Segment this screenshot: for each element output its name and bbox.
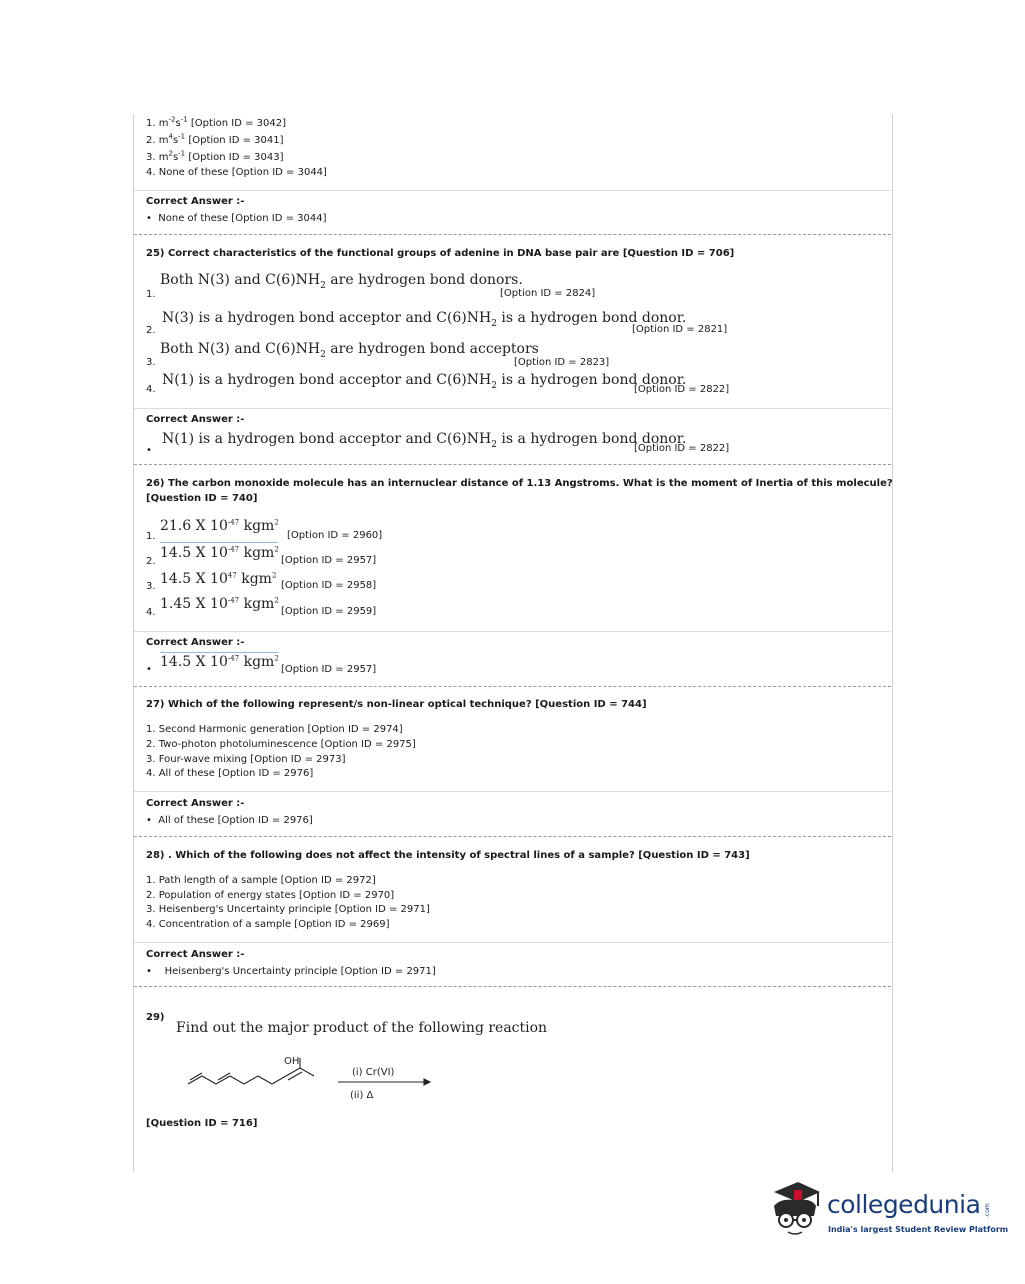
brand-name: collegedunia <box>827 1190 981 1219</box>
question-separator <box>134 234 891 235</box>
q24-option-4: 4. None of these [Option ID = 3044] <box>146 167 327 178</box>
q28-correct-label: Correct Answer :- <box>146 949 245 960</box>
q28-question: 28) . Which of the following does not affect the intensity of spectral lines of a sample? [Question ID = 743] <box>146 850 750 861</box>
q25-correct-answer: N(1) is a hydrogen bond acceptor and $C(6)NH_2$ is a hydrogen bond donor. <box>162 431 687 450</box>
skeletal-chain-middle <box>230 1076 286 1084</box>
q25-option-2-num: 2. <box>146 325 156 336</box>
q25-option-4-id: [Option ID = 2822] <box>634 384 730 395</box>
q26-option-2-text: 14.5 X $10^{-47}$ kgm$^2$ <box>160 545 279 561</box>
mascot-icon <box>766 1176 824 1246</box>
divider <box>134 408 891 409</box>
divider <box>134 942 891 943</box>
q25-option-4-text: N(1) is a hydrogen bond acceptor and $C(6)NH_2$ is a hydrogen bond donor. <box>162 372 687 391</box>
q25-option-3-id: [Option ID = 2823] <box>514 357 610 368</box>
q26-option-3-num: 3. <box>146 581 156 592</box>
q24-option-1: 1. $m^{-2}s^{-1}$ [Option ID = 3042] <box>146 115 287 129</box>
q25-question: 25) Correct characteristics of the functional groups of adenine in DNA base pair are [Question ID = 706] <box>146 248 735 259</box>
q29-question: Find out the major product of the following reaction <box>176 1020 548 1036</box>
brand-tagline: India's largest Student Review Platform <box>828 1225 1009 1234</box>
q26-option-1-text: 21.6 X $10^{-47}$ kgm$^2$ <box>160 518 279 534</box>
q28-correct-answer: • Heisenberg's Uncertainty principle [Option ID = 2971] <box>146 966 436 977</box>
q29-number: 29) <box>146 1012 165 1023</box>
divider <box>134 791 891 792</box>
underline <box>160 542 278 543</box>
q25-option-3-num: 3. <box>146 357 156 368</box>
q24-option-2: 2. $m^4s^{-1}$ [Option ID = 3041] <box>146 132 284 146</box>
bullet: • <box>146 664 152 675</box>
q25-option-1-id: [Option ID = 2824] <box>500 288 596 299</box>
q27-option-4: 4. All of these [Option ID = 2976] <box>146 768 314 779</box>
q26-question-id: [Question ID = 740] <box>146 493 258 504</box>
q27-correct-label: Correct Answer :- <box>146 798 245 809</box>
q25-option-2-id: [Option ID = 2821] <box>632 324 728 335</box>
q26-option-1-num: 1. <box>146 531 156 542</box>
q26-correct-id: [Option ID = 2957] <box>281 664 377 675</box>
question-separator <box>134 464 891 465</box>
q25-correct-label: Correct Answer :- <box>146 414 245 425</box>
q25-option-2-text: N(3) is a hydrogen bond acceptor and $C(6)NH_2$ is a hydrogen bond donor. <box>162 310 687 329</box>
q26-option-1-id: [Option ID = 2960] <box>287 530 383 541</box>
question-separator <box>134 686 891 687</box>
q28-option-4: 4. Concentration of a sample [Option ID = 2969] <box>146 919 390 930</box>
q28-option-1: 1. Path length of a sample [Option ID = 2972] <box>146 875 376 886</box>
skeletal-chain-right <box>286 1068 314 1076</box>
q26-option-3-text: 14.5 X $10^{47}$ kgm$^2$ <box>160 571 277 587</box>
q24-correct-answer: • None of these [Option ID = 3044] <box>146 213 327 224</box>
q28-option-2: 2. Population of energy states [Option ID = 2970] <box>146 890 395 901</box>
q26-question: 26) The carbon monoxide molecule has an internuclear distance of 1.13 Angstroms. What is the moment of Inertia of this molecule? <box>146 478 893 489</box>
q26-option-4-num: 4. <box>146 607 156 618</box>
underline <box>160 652 278 653</box>
q26-option-2-id: [Option ID = 2957] <box>281 555 377 566</box>
q26-correct-label: Correct Answer :- <box>146 637 245 648</box>
divider <box>134 631 891 632</box>
reaction-scheme <box>180 1050 440 1110</box>
q27-option-1: 1. Second Harmonic generation [Option ID = 2974] <box>146 724 403 735</box>
q26-option-4-text: 1.45 X $10^{-47}$ kgm$^2$ <box>160 596 279 612</box>
q27-option-3: 3. Four-wave mixing [Option ID = 2973] <box>146 754 346 765</box>
brand-com: .com <box>984 1203 991 1218</box>
q27-correct-answer: • All of these [Option ID = 2976] <box>146 815 313 826</box>
q25-option-4-num: 4. <box>146 384 156 395</box>
reagent-1: (i) Cr(VI) <box>352 1067 395 1078</box>
q25-correct-id: [Option ID = 2822] <box>634 443 730 454</box>
q24-correct-label: Correct Answer :- <box>146 196 245 207</box>
q25-option-3-text: Both N(3) and $C(6)NH_2$ are hydrogen bond acceptors <box>160 341 539 360</box>
q25-option-1-num: 1. <box>146 289 156 300</box>
reagent-2: (ii) Δ <box>350 1090 374 1101</box>
q25-option-1-text: Both N(3) and $C(6)NH_2$ are hydrogen bond donors. <box>160 272 523 291</box>
q29-question-id: [Question ID = 716] <box>146 1118 258 1129</box>
q24-option-3: 3. $m^2s^{-1}$ [Option ID = 3043] <box>146 149 284 163</box>
q27-question: 27) Which of the following represent/s non-linear optical technique? [Question ID = 744] <box>146 699 647 710</box>
q26-correct-answer: 14.5 X $10^{-47}$ kgm$^2$ <box>160 654 279 670</box>
oh-label: OH <box>284 1056 300 1067</box>
divider <box>134 190 891 191</box>
q28-option-3: 3. Heisenberg's Uncertainty principle [Option ID = 2971] <box>146 904 430 915</box>
question-separator <box>134 986 891 987</box>
bullet: • <box>146 445 152 456</box>
question-separator <box>134 836 891 837</box>
q27-option-2: 2. Two-photon photoluminescence [Option ID = 2975] <box>146 739 416 750</box>
q26-option-3-id: [Option ID = 2958] <box>281 580 377 591</box>
q26-option-2-num: 2. <box>146 556 156 567</box>
q26-option-4-id: [Option ID = 2959] <box>281 606 377 617</box>
